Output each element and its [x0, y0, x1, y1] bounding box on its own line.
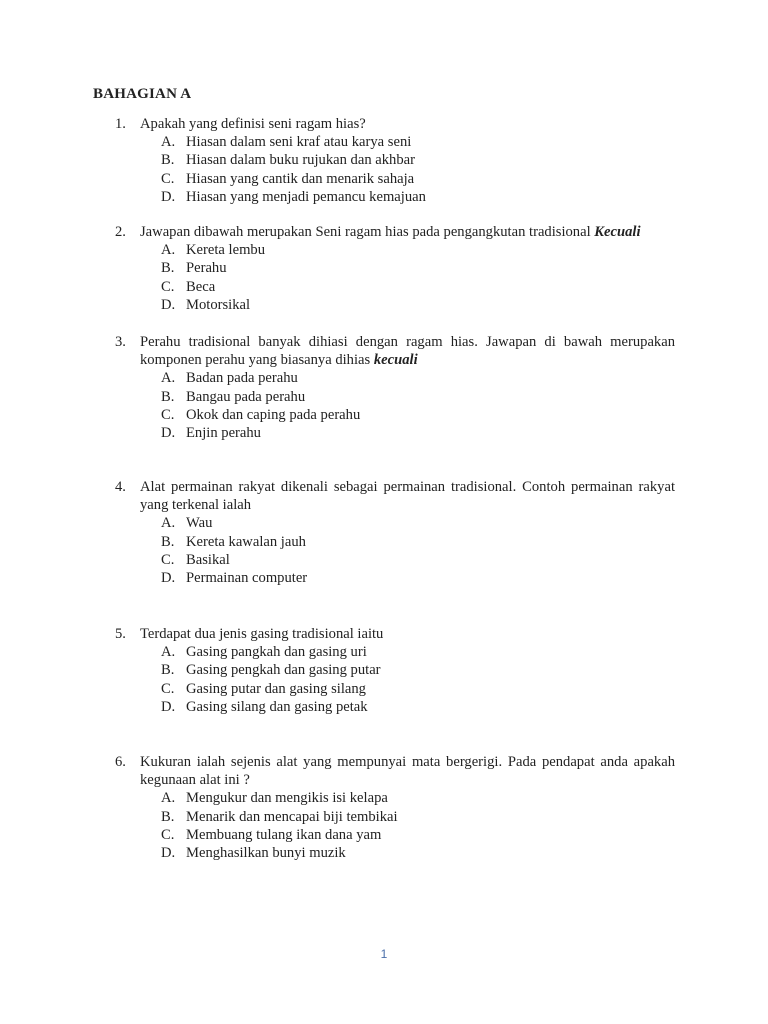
- question-number: 2.: [115, 224, 126, 240]
- option-a: [115, 133, 675, 151]
- option-c: [115, 551, 675, 569]
- option-letter: B.: [161, 808, 175, 825]
- option-d: [115, 188, 675, 206]
- option-d: [115, 698, 675, 716]
- option-letter: B.: [161, 533, 175, 550]
- option-b: [115, 808, 675, 826]
- option-letter: D.: [161, 844, 176, 861]
- question-5: [115, 625, 675, 716]
- option-letter: D.: [161, 569, 176, 586]
- option-letter: A.: [161, 644, 176, 661]
- option-letter: B.: [161, 152, 175, 169]
- question-3: [115, 333, 675, 442]
- option-letter: C.: [161, 551, 175, 568]
- option-letter: A.: [161, 790, 176, 807]
- option-d: [115, 844, 675, 862]
- option-letter: A.: [161, 515, 176, 532]
- question-stem: [115, 115, 675, 133]
- option-letter: B.: [161, 388, 175, 405]
- option-text: Okok dan caping pada perahu: [186, 406, 361, 423]
- option-a: [115, 369, 675, 387]
- question-1: [115, 115, 675, 206]
- option-text: Membuang tulang ikan dana yam: [186, 826, 382, 843]
- option-text: Beca: [186, 278, 216, 295]
- section-title: BAHAGIAN A: [93, 86, 192, 102]
- option-letter: A.: [161, 370, 176, 387]
- option-d: [115, 424, 675, 442]
- option-text: Gasing pengkah dan gasing putar: [186, 662, 381, 679]
- question-stem: [115, 625, 675, 643]
- option-text: Badan pada perahu: [186, 370, 298, 387]
- question-text: Perahu tradisional banyak dihiasi dengan ragam hias. Jawapan di bawah merupakan komponen perahu yang biasanya dihias kecuali: [140, 334, 675, 369]
- option-letter: D.: [161, 698, 176, 715]
- option-a: [115, 514, 675, 532]
- option-c: [115, 826, 675, 844]
- option-c: [115, 406, 675, 424]
- question-text: Apakah yang definisi seni ragam hias?: [140, 116, 366, 132]
- option-letter: C.: [161, 278, 175, 295]
- question-number: 5.: [115, 626, 126, 642]
- question-stem: [115, 753, 675, 789]
- question-text: Jawapan dibawah merupakan Seni ragam hias pada pengangkutan tradisional Kecuali: [140, 224, 641, 240]
- question-stem: [115, 478, 675, 514]
- option-text: Gasing putar dan gasing silang: [186, 680, 366, 697]
- option-text: Basikal: [186, 551, 230, 568]
- option-letter: A.: [161, 134, 176, 151]
- option-letter: C.: [161, 170, 175, 187]
- question-number: 3.: [115, 334, 126, 350]
- option-letter: B.: [161, 662, 175, 679]
- question-number: 6.: [115, 754, 126, 770]
- question-text: Terdapat dua jenis gasing tradisional iaitu: [140, 626, 384, 642]
- option-text: Bangau pada perahu: [186, 388, 306, 405]
- question-2: [115, 223, 675, 314]
- option-text: Kereta kawalan jauh: [186, 533, 306, 550]
- option-b: [115, 151, 675, 169]
- option-text: Gasing silang dan gasing petak: [186, 698, 368, 715]
- option-letter: C.: [161, 680, 175, 697]
- question-stem: [115, 333, 675, 369]
- option-text: Menghasilkan bunyi muzik: [186, 844, 346, 861]
- option-letter: D.: [161, 188, 176, 205]
- option-text: Hiasan yang cantik dan menarik sahaja: [186, 170, 415, 187]
- option-text: Permainan computer: [186, 569, 308, 586]
- option-letter: D.: [161, 424, 176, 441]
- option-letter: D.: [161, 296, 176, 313]
- question-6: [115, 753, 675, 862]
- option-text: Kereta lembu: [186, 242, 266, 259]
- option-c: [115, 278, 675, 296]
- option-text: Motorsikal: [186, 296, 251, 313]
- option-letter: C.: [161, 826, 175, 843]
- option-text: Gasing pangkah dan gasing uri: [186, 644, 367, 661]
- question-keyword: Kecuali: [594, 224, 641, 240]
- option-b: [115, 388, 675, 406]
- page-number: 1: [380, 947, 388, 961]
- option-b: [115, 661, 675, 679]
- option-d: [115, 569, 675, 587]
- option-c: [115, 680, 675, 698]
- question-number: 4.: [115, 479, 126, 495]
- option-d: [115, 296, 675, 314]
- option-c: [115, 170, 675, 188]
- option-letter: C.: [161, 406, 175, 423]
- option-text: Hiasan dalam buku rujukan dan akhbar: [186, 152, 415, 169]
- option-text: Menarik dan mencapai biji tembikai: [186, 808, 398, 825]
- option-text: Hiasan dalam seni kraf atau karya seni: [186, 134, 412, 151]
- option-b: [115, 259, 675, 277]
- option-text: Wau: [186, 515, 213, 532]
- option-a: [115, 643, 675, 661]
- question-text: Alat permainan rakyat dikenali sebagai permainan tradisional. Contoh permainan rakyat yang terkenal ialah: [140, 479, 675, 514]
- question-stem: [115, 223, 675, 241]
- option-text: Hiasan yang menjadi pemancu kemajuan: [186, 188, 426, 205]
- option-text: Perahu: [186, 260, 227, 277]
- question-text: Kukuran ialah sejenis alat yang mempunyai mata bergerigi. Pada pendapat anda apakah kegunaan alat ini ?: [140, 754, 675, 789]
- question-keyword: kecuali: [373, 352, 418, 369]
- option-letter: A.: [161, 242, 176, 259]
- option-text: Enjin perahu: [186, 424, 261, 441]
- option-a: [115, 789, 675, 807]
- question-number: 1.: [115, 116, 126, 132]
- option-letter: B.: [161, 260, 175, 277]
- question-4: [115, 478, 675, 587]
- option-a: [115, 241, 675, 259]
- option-text: Mengukur dan mengikis isi kelapa: [186, 790, 388, 807]
- option-b: [115, 533, 675, 551]
